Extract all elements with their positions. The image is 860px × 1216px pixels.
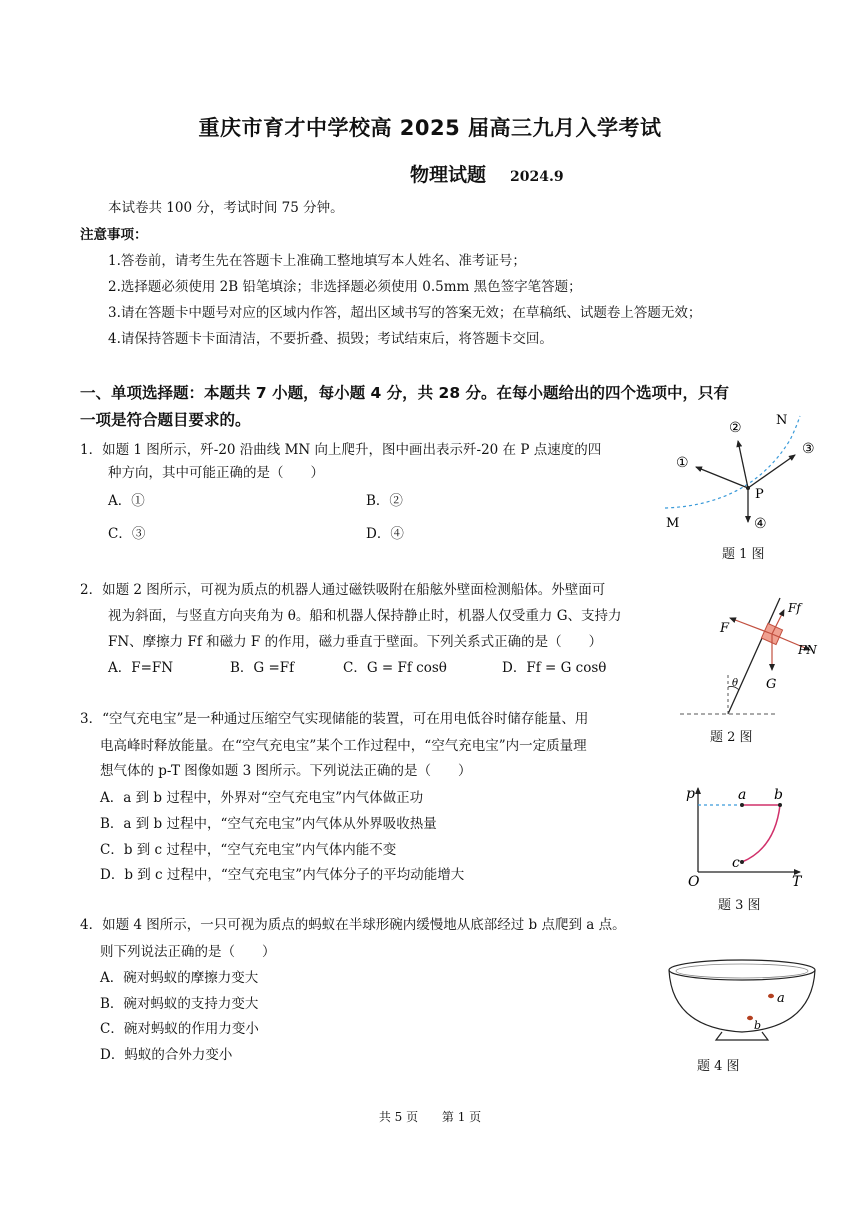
section-heading-line-2: 一项是符合题目要求的。 bbox=[80, 411, 251, 429]
q3-label-c: c bbox=[732, 855, 740, 871]
q2-figure-caption: 题 2 图 bbox=[710, 730, 753, 745]
q3-label-b: b bbox=[774, 787, 783, 803]
q1-label-m: M bbox=[666, 516, 680, 531]
q2-option-a: A．F=FN bbox=[108, 660, 174, 676]
q4-option-c: C．碗对蚂蚁的作用力变小 bbox=[100, 1021, 259, 1037]
exam-subject bbox=[410, 160, 564, 187]
q2-label-ff: Ff bbox=[788, 601, 801, 615]
subject-name: 物理试题 bbox=[410, 164, 487, 186]
q1-arrow-3 bbox=[748, 455, 795, 488]
q2-label-f: F bbox=[720, 621, 730, 636]
q1-option-d: D．④ bbox=[366, 526, 404, 542]
q2-stem-line-1: 2．如题 2 图所示，可视为质点的机器人通过磁铁吸附在船舷外壁面检测船体。外壁面可 bbox=[80, 582, 606, 598]
q2-label-theta: θ bbox=[732, 678, 739, 689]
q3-curve-bc bbox=[742, 805, 780, 862]
q4-stem-line-1: 4．如题 4 图所示，一只可视为质点的蚂蚁在半球形碗内缓慢地从底部经过 b 点爬到 a 点。 bbox=[80, 917, 626, 933]
q3-label-t: T bbox=[792, 874, 802, 890]
q1-figure bbox=[660, 410, 830, 535]
section-heading-line-1: 一、单项选择题：本题共 7 小题，每小题 4 分，共 28 分。在每小题给出的四个选项中，只有 bbox=[80, 384, 730, 402]
q4-option-b: B．碗对蚂蚁的支持力变大 bbox=[100, 996, 259, 1012]
q1-stem-line-2: 种方向，其中可能正确的是（ ） bbox=[108, 465, 324, 481]
q1-option-b: B．② bbox=[366, 493, 403, 509]
q4-label-a: a bbox=[777, 991, 785, 1006]
q2-option-b: B．G =Ff bbox=[230, 660, 295, 676]
q2-option-c: C．G = Ff cosθ bbox=[343, 660, 447, 676]
q3-figure-caption: 题 3 图 bbox=[718, 898, 761, 913]
q2-arrow-f bbox=[730, 618, 772, 634]
q2-label-g: G bbox=[766, 677, 777, 692]
q3-figure bbox=[680, 780, 810, 890]
q4-option-a: A．碗对蚂蚁的摩擦力变大 bbox=[100, 970, 259, 986]
q1-label-1: ① bbox=[676, 455, 689, 471]
q3-label-a: a bbox=[738, 787, 747, 803]
q1-option-a: A．① bbox=[108, 493, 145, 509]
q1-label-n: N bbox=[776, 413, 788, 428]
q4-option-d: D．蚂蚁的合外力变小 bbox=[100, 1047, 233, 1063]
q2-label-fn: FN bbox=[798, 643, 817, 657]
q2-option-d: D．Ff = G cosθ bbox=[502, 660, 607, 676]
notice-heading: 注意事项： bbox=[80, 227, 148, 243]
q4-figure bbox=[664, 956, 824, 1046]
q4-ant-at-a bbox=[768, 994, 774, 998]
notice-item-1: 1.答卷前，请考生先在答题卡上准确工整地填写本人姓名、准考证号； bbox=[108, 253, 526, 269]
q4-label-b: b bbox=[754, 1019, 762, 1032]
q3-stem-line-1: 3．“空气充电宝”是一种通过压缩空气实现储能的装置，可在用电低谷时储存能量、用 bbox=[80, 711, 589, 727]
q2-stem-line-3: FN、摩擦力 Ff 和磁力 F 的作用，磁力垂直于壁面。下列关系式正确的是（ ） bbox=[108, 634, 603, 650]
q3-option-c: C．b 到 c 过程中，“空气充电宝”内气体内能不变 bbox=[100, 842, 397, 858]
q3-label-o: O bbox=[688, 874, 700, 890]
q1-label-3: ③ bbox=[802, 441, 815, 457]
notice-item-3: 3.请在答题卡中题号对应的区域内作答，超出区域书写的答案无效；在草稿纸、试题卷上答题无效； bbox=[108, 305, 702, 321]
q4-stem-line-2: 则下列说法正确的是（ ） bbox=[100, 944, 276, 960]
q4-bowl-base bbox=[716, 1032, 768, 1040]
q1-arrow-2 bbox=[738, 441, 748, 488]
q2-figure bbox=[680, 592, 830, 717]
q3-label-p: p bbox=[686, 786, 695, 802]
q3-stem-line-3: 想气体的 p-T 图像如题 3 图所示。下列说法正确的是（ ） bbox=[100, 763, 472, 779]
q3-stem-line-2: 电高峰时释放能量。在“空气充电宝”某个工作过程中，“空气充电宝”内一定质量理 bbox=[100, 738, 587, 754]
q4-bowl-rim bbox=[669, 960, 815, 980]
notice-item-2: 2.选择题必须使用 2B 铅笔填涂；非选择题必须使用 0.5mm 黑色签字笔答题； bbox=[108, 279, 582, 295]
notice-item-4: 4.请保持答题卡卡面清洁，不要折叠、损毁；考试结束后，将答题卡交回。 bbox=[108, 331, 553, 347]
footer-page-number: 第 1 页 bbox=[441, 1110, 482, 1124]
exam-intro: 本试卷共 100 分，考试时间 75 分钟。 bbox=[108, 200, 344, 216]
q3-option-d: D．b 到 c 过程中，“空气充电宝”内气体分子的平均动能增大 bbox=[100, 867, 465, 883]
q1-label-2: ② bbox=[729, 420, 742, 436]
footer-total-pages: 共 5 页 bbox=[378, 1110, 419, 1124]
page-footer bbox=[0, 1108, 860, 1125]
q1-label-4: ④ bbox=[754, 516, 767, 532]
exam-title: 重庆市育才中学校高 2025 届高三九月入学考试 bbox=[198, 116, 662, 140]
q4-figure-caption: 题 4 图 bbox=[697, 1059, 740, 1074]
q2-stem-line-2: 视为斜面，与竖直方向夹角为 θ。船和机器人保持静止时，机器人仅受重力 G、支持力 bbox=[108, 608, 622, 624]
exam-date: 2024.9 bbox=[510, 169, 564, 185]
q3-option-a: A．a 到 b 过程中，外界对“空气充电宝”内气体做正功 bbox=[100, 790, 424, 806]
q1-figure-caption: 题 1 图 bbox=[722, 547, 765, 562]
q1-option-c: C．③ bbox=[108, 526, 146, 542]
q3-option-b: B．a 到 b 过程中，“空气充电宝”内气体从外界吸收热量 bbox=[100, 816, 437, 832]
q1-stem-line-1: 1．如题 1 图所示，歼-20 沿曲线 MN 向上爬升，图中画出表示歼-20 在 P 点速度的四 bbox=[80, 442, 602, 458]
q4-ant-at-b bbox=[747, 1016, 753, 1020]
q1-label-p: P bbox=[755, 487, 764, 502]
q1-arrow-1 bbox=[696, 467, 748, 488]
